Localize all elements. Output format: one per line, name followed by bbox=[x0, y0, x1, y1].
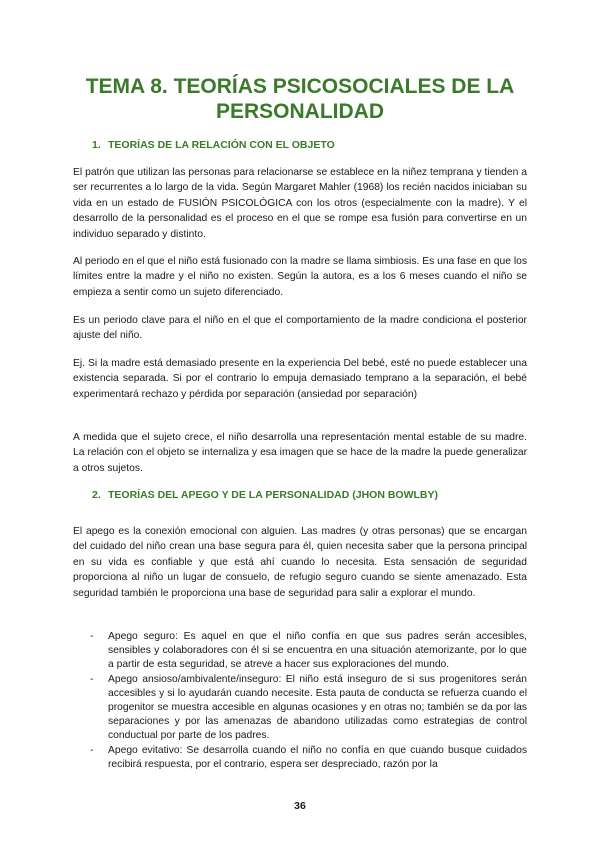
section-heading-2 bbox=[92, 488, 438, 502]
bullet-dash: - bbox=[90, 744, 94, 756]
bullet-dash: - bbox=[90, 673, 94, 685]
attachment-types-list bbox=[90, 630, 527, 772]
section-title: TEORÍAS DEL APEGO Y DE LA PERSONALIDAD (JHON BOWLBY) bbox=[108, 489, 439, 501]
list-item-text: Apego ansioso/ambivalente/inseguro: El niño está inseguro de si sus progenitores serán accesibles y si lo ayudarán cuando necesite. Esta pauta de conducta se refuerza cuando el progenitor se muestra accesible en algunas ocasiones y en otras no; también se da por las separaciones y por las amenazas de abandono utilizadas como estrategias de control conductual por parte de los padres. bbox=[108, 673, 527, 742]
paragraph: Al periodo en el que el niño está fusionado con la madre se llama simbiosis. Es una fase en que los límites entre la madre y el niño no existen. Según la autora, es a los 6 meses cuando el niño se empieza a sentir como un sujeto diferenciado. bbox=[73, 256, 527, 298]
paragraph: El apego es la conexión emocional con alguien. Las madres (y otras personas) que se encargan del cuidado del niño crean una base segura para él, quien necesita saber que la persona principal en su vida es confiable y que está ahí cuando lo necesita. Esta sensación de seguridad proporciona al niño un lugar de consuelo, de refugio seguro cuando se siente amenazado. Esta seguridad también le proporciona una base de seguridad para salir a explorar el mundo. bbox=[73, 526, 527, 599]
list-item bbox=[90, 673, 527, 744]
paragraph: El patrón que utilizan las personas para relacionarse se establece en la niñez temprana y tienden a ser recurrentes a lo largo de la vida. Según Margaret Mahler (1968) los recién nacidos iniciaban su vida en un estado de FUSIÓN PSICOLÓGICA con los otros (especialmente con la madre). Y el desarrollo de la personalidad es el proceso en el que se rompe esa fusión para convertirse en un individuo separado y distinto. bbox=[73, 167, 527, 240]
section-number: 1. bbox=[92, 139, 101, 151]
section-title: TEORÍAS DE LA RELACIÓN CON EL OBJETO bbox=[108, 139, 335, 151]
paragraph: Ej. Si la madre está demasiado presente en la experiencia Del bebé, esté no puede establecer una existencia separada. Si por el contrario lo empuja demasiado temprano a la separación, el bebé experimentará rechazo y pérdida por separación (ansiedad por separación) bbox=[73, 358, 527, 400]
page-number: 36 bbox=[294, 800, 306, 812]
section-heading-1 bbox=[92, 138, 335, 152]
list-item bbox=[90, 744, 527, 772]
bullet-dash: - bbox=[90, 631, 94, 642]
section-number: 2. bbox=[92, 489, 101, 501]
list-item-text: Apego evitativo: Se desarrolla cuando el niño no confía en que cuando busque cuidados recibirá respuesta, por el contrario, espera ser despreciado, razón por la bbox=[108, 744, 527, 770]
list-item-text: Apego seguro: Es aquel en que el niño confía en que sus padres serán accesibles, sensibles y colaboradores con él si se encuentra en una situación atemorizante, por lo que a partir de esta seguridad, se atreve a hacer sus exploraciones del mundo. bbox=[108, 631, 527, 671]
paragraph: A medida que el sujeto crece, el niño desarrolla una representación mental estable de su madre. La relación con el objeto se internaliza y esa imagen que se hace de la madre la puede generalizar a otros sujetos. bbox=[73, 432, 527, 474]
page-title: TEMA 8. TEORÍAS PSICOSOCIALES DE LA PERSONALIDAD bbox=[85, 75, 515, 123]
list-item bbox=[90, 630, 527, 673]
paragraph: Es un periodo clave para el niño en el que el comportamiento de la madre condiciona el posterior ajuste del niño. bbox=[73, 315, 527, 342]
